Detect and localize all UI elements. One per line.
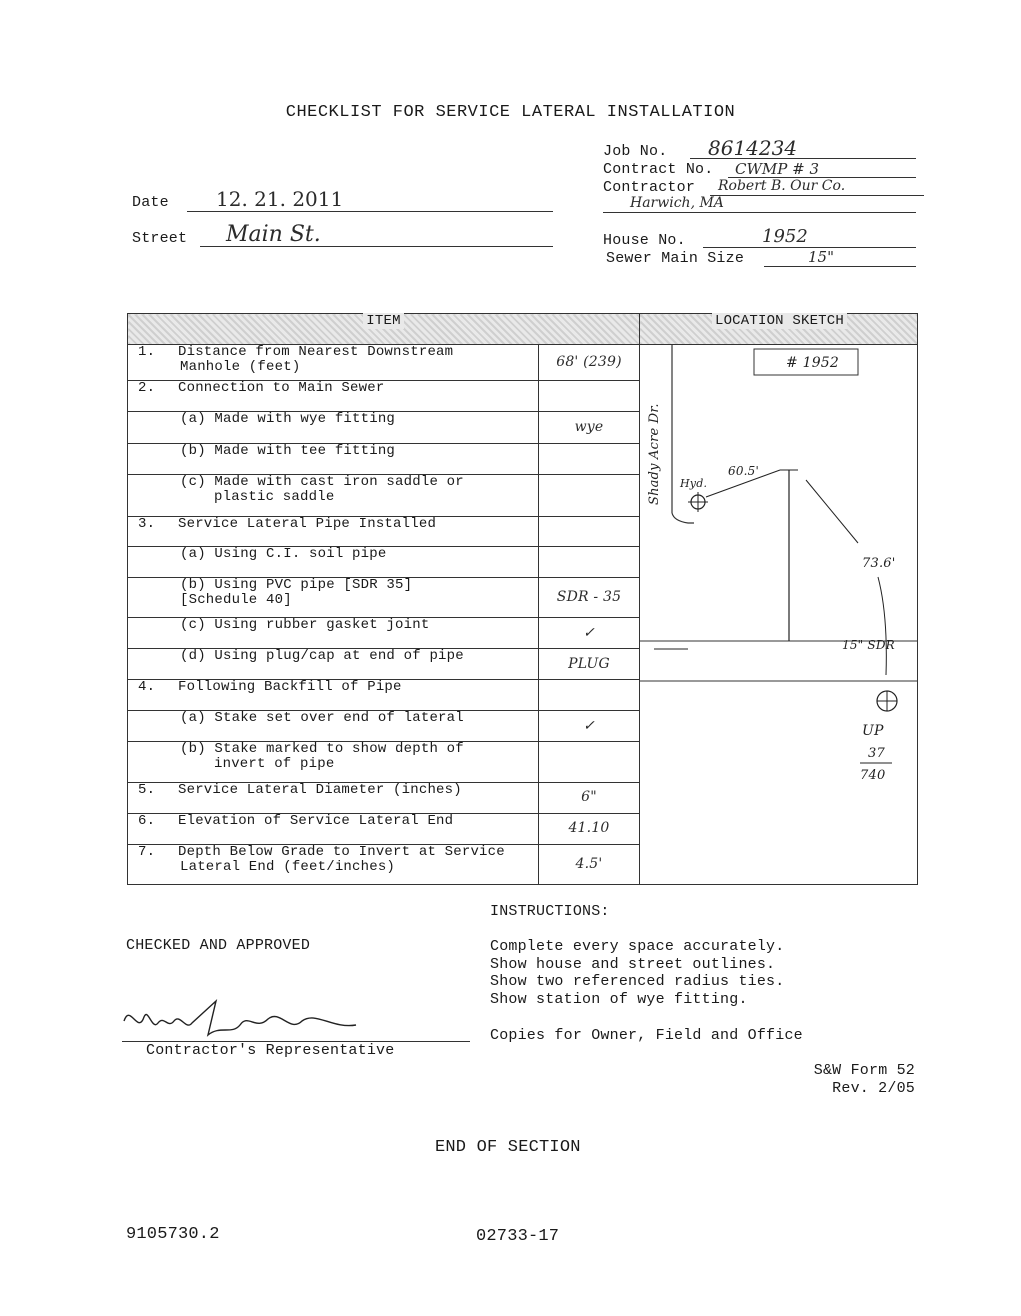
instruction-item: Show two referenced radius ties. bbox=[490, 973, 785, 990]
end-of-section: END OF SECTION bbox=[435, 1138, 581, 1157]
sketch-up: UP bbox=[862, 723, 884, 739]
sketch-road: Shady Acre Dr. bbox=[647, 403, 662, 505]
instructions-list bbox=[490, 938, 784, 1008]
row-value: 68' (239) bbox=[539, 345, 640, 381]
instruction-item: Show house and street outlines. bbox=[490, 955, 776, 973]
street-label: Street bbox=[132, 230, 188, 247]
page-title: CHECKLIST FOR SERVICE LATERAL INSTALLATION bbox=[285, 103, 736, 122]
contract-value: CWMP # 3 bbox=[735, 160, 819, 178]
copies-note: Copies for Owner, Field and Office bbox=[490, 1027, 803, 1044]
street-value: Main St. bbox=[226, 222, 321, 247]
row-value: 4.5' bbox=[539, 844, 640, 884]
table-row: 1. Distance from Nearest Downstream Manhole (feet) 68' (239) # 1952 Shady Acre Dr. Hyd. 60.5' 73.6' 15" SDR UP 37 740 bbox=[128, 345, 918, 381]
table-row: 6. Elevation of Service Lateral End 41.10 bbox=[128, 813, 918, 844]
sewer-label: Sewer Main Size bbox=[606, 250, 745, 267]
row-value: ✓ bbox=[539, 617, 640, 648]
table-row: (a) Stake set over end of lateral ✓ bbox=[128, 711, 918, 742]
row-value bbox=[539, 516, 640, 546]
row-value bbox=[539, 381, 640, 412]
house-label: House No. bbox=[603, 232, 686, 249]
row-value: SDR - 35 bbox=[539, 577, 640, 617]
checked-approved: CHECKED AND APPROVED bbox=[126, 937, 311, 954]
table-row: (b) Made with tee fitting bbox=[128, 444, 918, 475]
checklist-table bbox=[127, 313, 918, 885]
date-label: Date bbox=[132, 194, 169, 211]
page-number: 02733-17 bbox=[476, 1227, 560, 1246]
table-row: (c) Using rubber gasket joint ✓ bbox=[128, 617, 918, 648]
contractor-rep: Contractor's Representative bbox=[146, 1042, 395, 1059]
row-value: 41.10 bbox=[539, 813, 640, 844]
contractor-city: Harwich, MA bbox=[630, 195, 724, 211]
doc-number: 9105730.2 bbox=[126, 1225, 220, 1244]
table-row: (a) Using C.I. soil pipe bbox=[128, 546, 918, 577]
sketch-up-num: 37 bbox=[868, 746, 885, 761]
table-row: (c) Made with cast iron saddle or plastic saddle bbox=[128, 475, 918, 516]
sketch-house: # 1952 bbox=[786, 355, 840, 371]
instructions-title: INSTRUCTIONS: bbox=[490, 903, 610, 920]
form-number: S&W Form 52 bbox=[813, 1062, 915, 1079]
table-row: 2. Connection to Main Sewer bbox=[128, 381, 918, 412]
table-row: 5. Service Lateral Diameter (inches) 6" bbox=[128, 782, 918, 813]
contract-label: Contract No. bbox=[603, 161, 714, 178]
contractor-label: Contractor bbox=[603, 179, 696, 196]
sketch-main: 15" SDR bbox=[842, 638, 895, 652]
sketch-hyd: Hyd. bbox=[680, 477, 708, 490]
table-row: (d) Using plug/cap at end of pipe PLUG bbox=[128, 649, 918, 680]
row-value bbox=[539, 475, 640, 516]
form-revision: Rev. 2/05 bbox=[832, 1080, 915, 1097]
row-value: ✓ bbox=[539, 711, 640, 742]
contractor-value: Robert B. Our Co. bbox=[718, 178, 846, 194]
house-value: 1952 bbox=[762, 226, 808, 247]
row-value bbox=[539, 742, 640, 782]
location-sketch bbox=[640, 345, 918, 885]
row-value: wye bbox=[539, 412, 640, 444]
sketch-header: LOCATION SKETCH bbox=[640, 314, 918, 345]
job-label: Job No. bbox=[603, 143, 668, 160]
row-value bbox=[539, 680, 640, 711]
item-header: ITEM bbox=[128, 314, 640, 345]
table-row: 3. Service Lateral Pipe Installed bbox=[128, 516, 918, 546]
sewer-value: 15" bbox=[808, 248, 834, 266]
job-value: 8614234 bbox=[708, 136, 798, 160]
sketch-tie1: 60.5' bbox=[728, 464, 760, 478]
sketch-drawing bbox=[640, 345, 918, 879]
table-row: 4. Following Backfill of Pipe bbox=[128, 680, 918, 711]
table-row: 7. Depth Below Grade to Invert at Service Lateral End (feet/inches) 4.5' bbox=[128, 844, 918, 884]
signature bbox=[120, 995, 390, 1045]
row-value bbox=[539, 546, 640, 577]
date-value: 12. 21. 2011 bbox=[216, 187, 344, 211]
row-value: PLUG bbox=[539, 649, 640, 680]
instruction-item: Show station of wye fitting. bbox=[490, 990, 748, 1008]
row-value bbox=[539, 444, 640, 475]
row-value: 6" bbox=[539, 782, 640, 813]
sketch-tie2: 73.6' bbox=[862, 556, 896, 571]
table-row: (b) Using PVC pipe [SDR 35] [Schedule 40] SDR - 35 bbox=[128, 577, 918, 617]
instruction-item: Complete every space accurately. bbox=[490, 938, 785, 955]
table-row: (b) Stake marked to show depth of invert of pipe bbox=[128, 742, 918, 782]
sketch-up-den: 740 bbox=[860, 768, 886, 783]
table-row: (a) Made with wye fitting wye bbox=[128, 412, 918, 444]
